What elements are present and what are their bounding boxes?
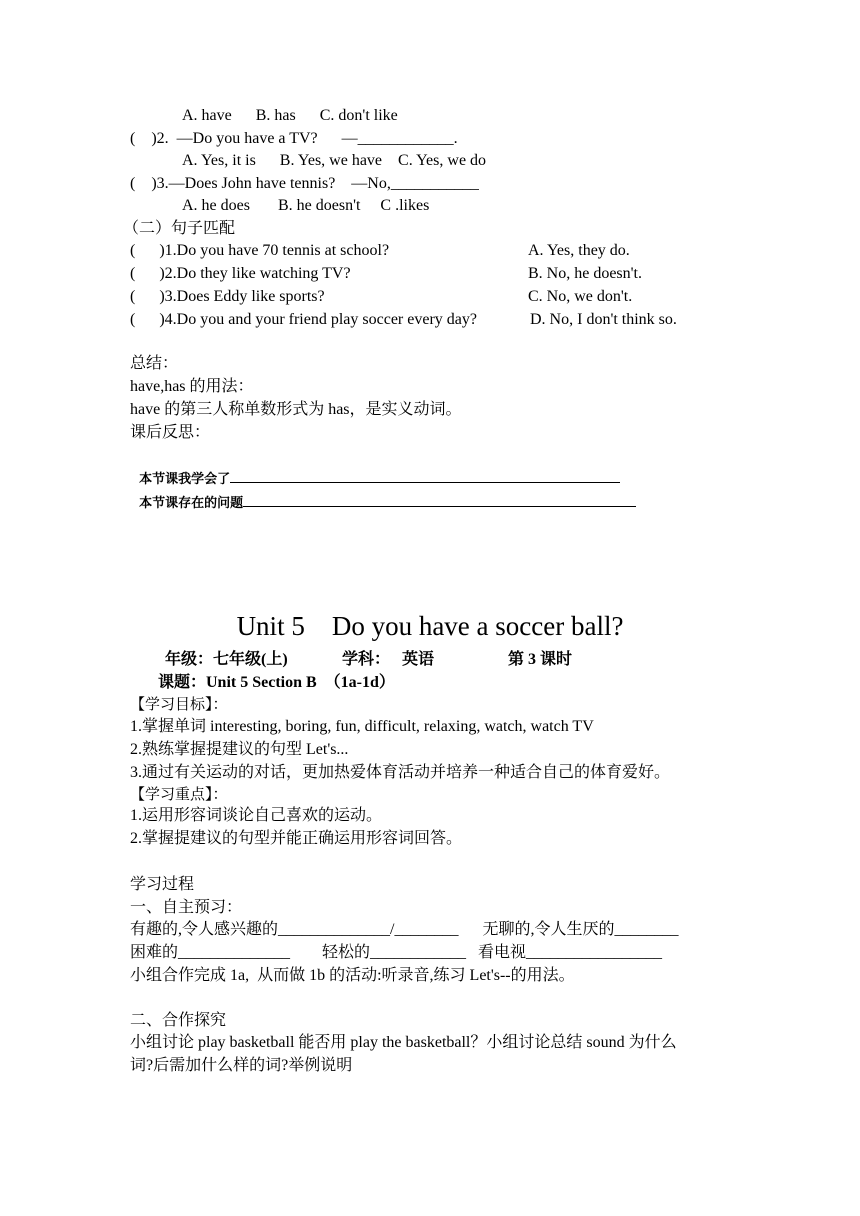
preview-heading: 一、自主预习： [130,899,243,916]
reflection-learned: 本节课我学会了 [139,472,231,487]
coop-line-2: 词?后需加什么样的词?举例说明 [130,1057,353,1074]
match-answer-c: C. No, we don't. [528,288,633,305]
grade-label: 年级：七年级(上) [165,651,288,668]
key-point-2: 2.掌握提建议的句型并能正确运用形容词回答。 [130,830,463,847]
goal-2: 2.熟练掌握提建议的句型 Let's... [130,741,349,758]
key-point-1: 1.运用形容词谈论自己喜欢的运动。 [130,807,383,824]
reflection-problems-row [130,471,636,514]
coop-line-1: 小组讨论 play basketball 能否用 play the basketball？小组讨论总结 sound 为什么 [130,1034,677,1051]
match-question-1: ( )1.Do you have 70 tennis at school? [130,242,390,259]
reflection-problems: 本节课存在的问题 [139,496,244,511]
question-2: ( )2. —Do you have a TV? —____________. [130,130,458,147]
period-label: 第 3 课时 [508,651,573,668]
summary-label: 总结： [130,355,179,372]
summary-line-1: have,has 的用法： [130,378,254,395]
preview-task: 小组合作完成 1a, 从而做 1b 的活动:听录音,练习 Let's--的用法。 [130,967,575,984]
matching-heading: （二）句子匹配 [123,220,236,237]
q3-options: A. he does B. he doesn't C .likes [182,197,430,214]
page-title: Unit 5 Do you have a soccer ball? [236,611,624,641]
goal-3: 3.通过有关运动的对话，更加热爱体育活动并培养一种适合自己的体育爱好。 [130,764,671,781]
problems-blank[interactable] [243,491,636,507]
preview-vocab-row-2: 困难的______________ 轻松的____________ 看电视_________________ [130,944,663,961]
match-question-3: ( )3.Does Eddy like sports? [130,288,325,305]
goal-1: 1.掌握单词 interesting, boring, fun, difficult, relaxing, watch, watch TV [130,718,594,735]
preview-vocab-row-1: 有趣的,令人感兴趣的______________/________ 无聊的,令人生厌的________ [130,921,679,938]
question-3: ( )3.—Does John have tennis? —No,___________ [130,175,479,192]
summary-line-2: have 的第三人称单数形式为 has，是实义动词。 [130,401,462,418]
subject-label: 学科： 英语 [342,651,435,668]
key-points-heading: 【学习重点】： [130,787,228,803]
q1-options: A. have B. has C. don't like [182,107,398,124]
match-answer-d: D. No, I don't think so. [530,311,677,328]
reflection-label: 课后反思： [130,424,211,441]
q2-options: A. Yes, it is B. Yes, we have C. Yes, we do [182,152,487,169]
goals-heading: 【学习目标】： [130,697,228,713]
lesson-topic: 课题：Unit 5 Section B （1a-1d） [158,674,395,691]
process-heading: 学习过程 [130,876,195,893]
match-answer-b: B. No, he doesn't. [528,265,642,282]
match-answer-a: A. Yes, they do. [528,242,630,259]
coop-heading: 二、合作探究 [130,1012,227,1029]
match-question-4: ( )4.Do you and your friend play soccer every day? [130,311,477,328]
match-question-2: ( )2.Do they like watching TV? [130,265,351,282]
